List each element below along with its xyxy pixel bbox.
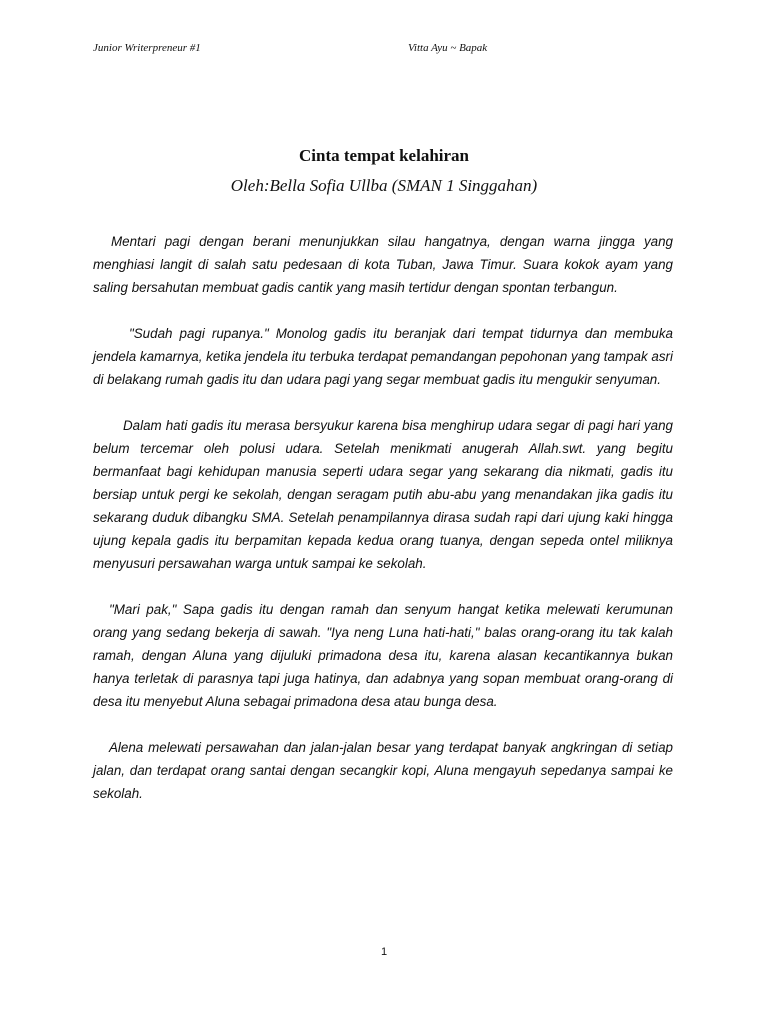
page-number: 1 — [380, 946, 388, 958]
paragraph: Alena melewati persawahan dan jalan-jalan besar yang terdapat banyak angkringan di setiap jalan, dan terdapat orang santai dengan secangkir kopi, Aluna mengayuh sepedanya sampai ke sekolah. — [93, 740, 673, 801]
header-left-text: Junior Writerpreneur #1 — [93, 42, 201, 54]
paragraph: Mentari pagi dengan berani menunjukkan silau hangatnya, dengan warna jingga yang menghiasi langit di salah satu pedesaan di kota Tuban, Jawa Timur. Suara kokok ayam yang saling bersahutan membuat gadis cantik yang masih tertidur dengan spontan terbangun. — [93, 234, 673, 295]
story-title: Cinta tempat kelahiran — [299, 146, 469, 165]
paragraph: "Sudah pagi rupanya." Monolog gadis itu beranjak dari tempat tidurnya dan membuka jendela kamarnya, ketika jendela itu terbuka terdapat pemandangan pepohonan yang tampak asri di belakang rumah gadis itu dan udara pagi yang segar membuat gadis itu mengukir senyuman. — [93, 326, 673, 387]
story-author: Oleh:Bella Sofia Ullba (SMAN 1 Singgahan) — [230, 176, 538, 195]
paragraph: Dalam hati gadis itu merasa bersyukur karena bisa menghirup udara segar di pagi hari yang belum tercemar oleh polusi udara. Setelah menikmati anugerah Allah.swt. yang begitu bermanfaat bagi kehidupan manusia seperti udara segar yang sekarang dia nikmati, gadis itu bersiap untuk pergi ke sekolah, dengan seragam putih abu-abu yang menandakan jika gadis itu sekarang duduk dibangku SMA. Setelah penampilannya dirasa sudah rapi dari ujung kaki hingga ujung kepala gadis itu berpamitan kepada kedua orang tuanya, dengan sepeda ontel miliknya menyusuri persawahan warga untuk sampai ke sekolah. — [93, 418, 673, 571]
paragraph: "Mari pak," Sapa gadis itu dengan ramah dan senyum hangat ketika melewati kerumunan orang yang sedang bekerja di sawah. "Iya neng Luna hati-hati," balas orang-orang itu tak kalah ramah, dengan Aluna yang dijuluki primadona desa itu, karena alasan kecantikannya bukan hanya terletak di parasnya tapi juga hatinya, dan adabnya yang sopan membuat orang-orang di desa itu menyebut Aluna sebagai primadona desa atau bunga desa. — [93, 602, 673, 709]
header-right-text: Vitta Ayu ~ Bapak — [408, 42, 488, 54]
story-body — [93, 230, 673, 828]
